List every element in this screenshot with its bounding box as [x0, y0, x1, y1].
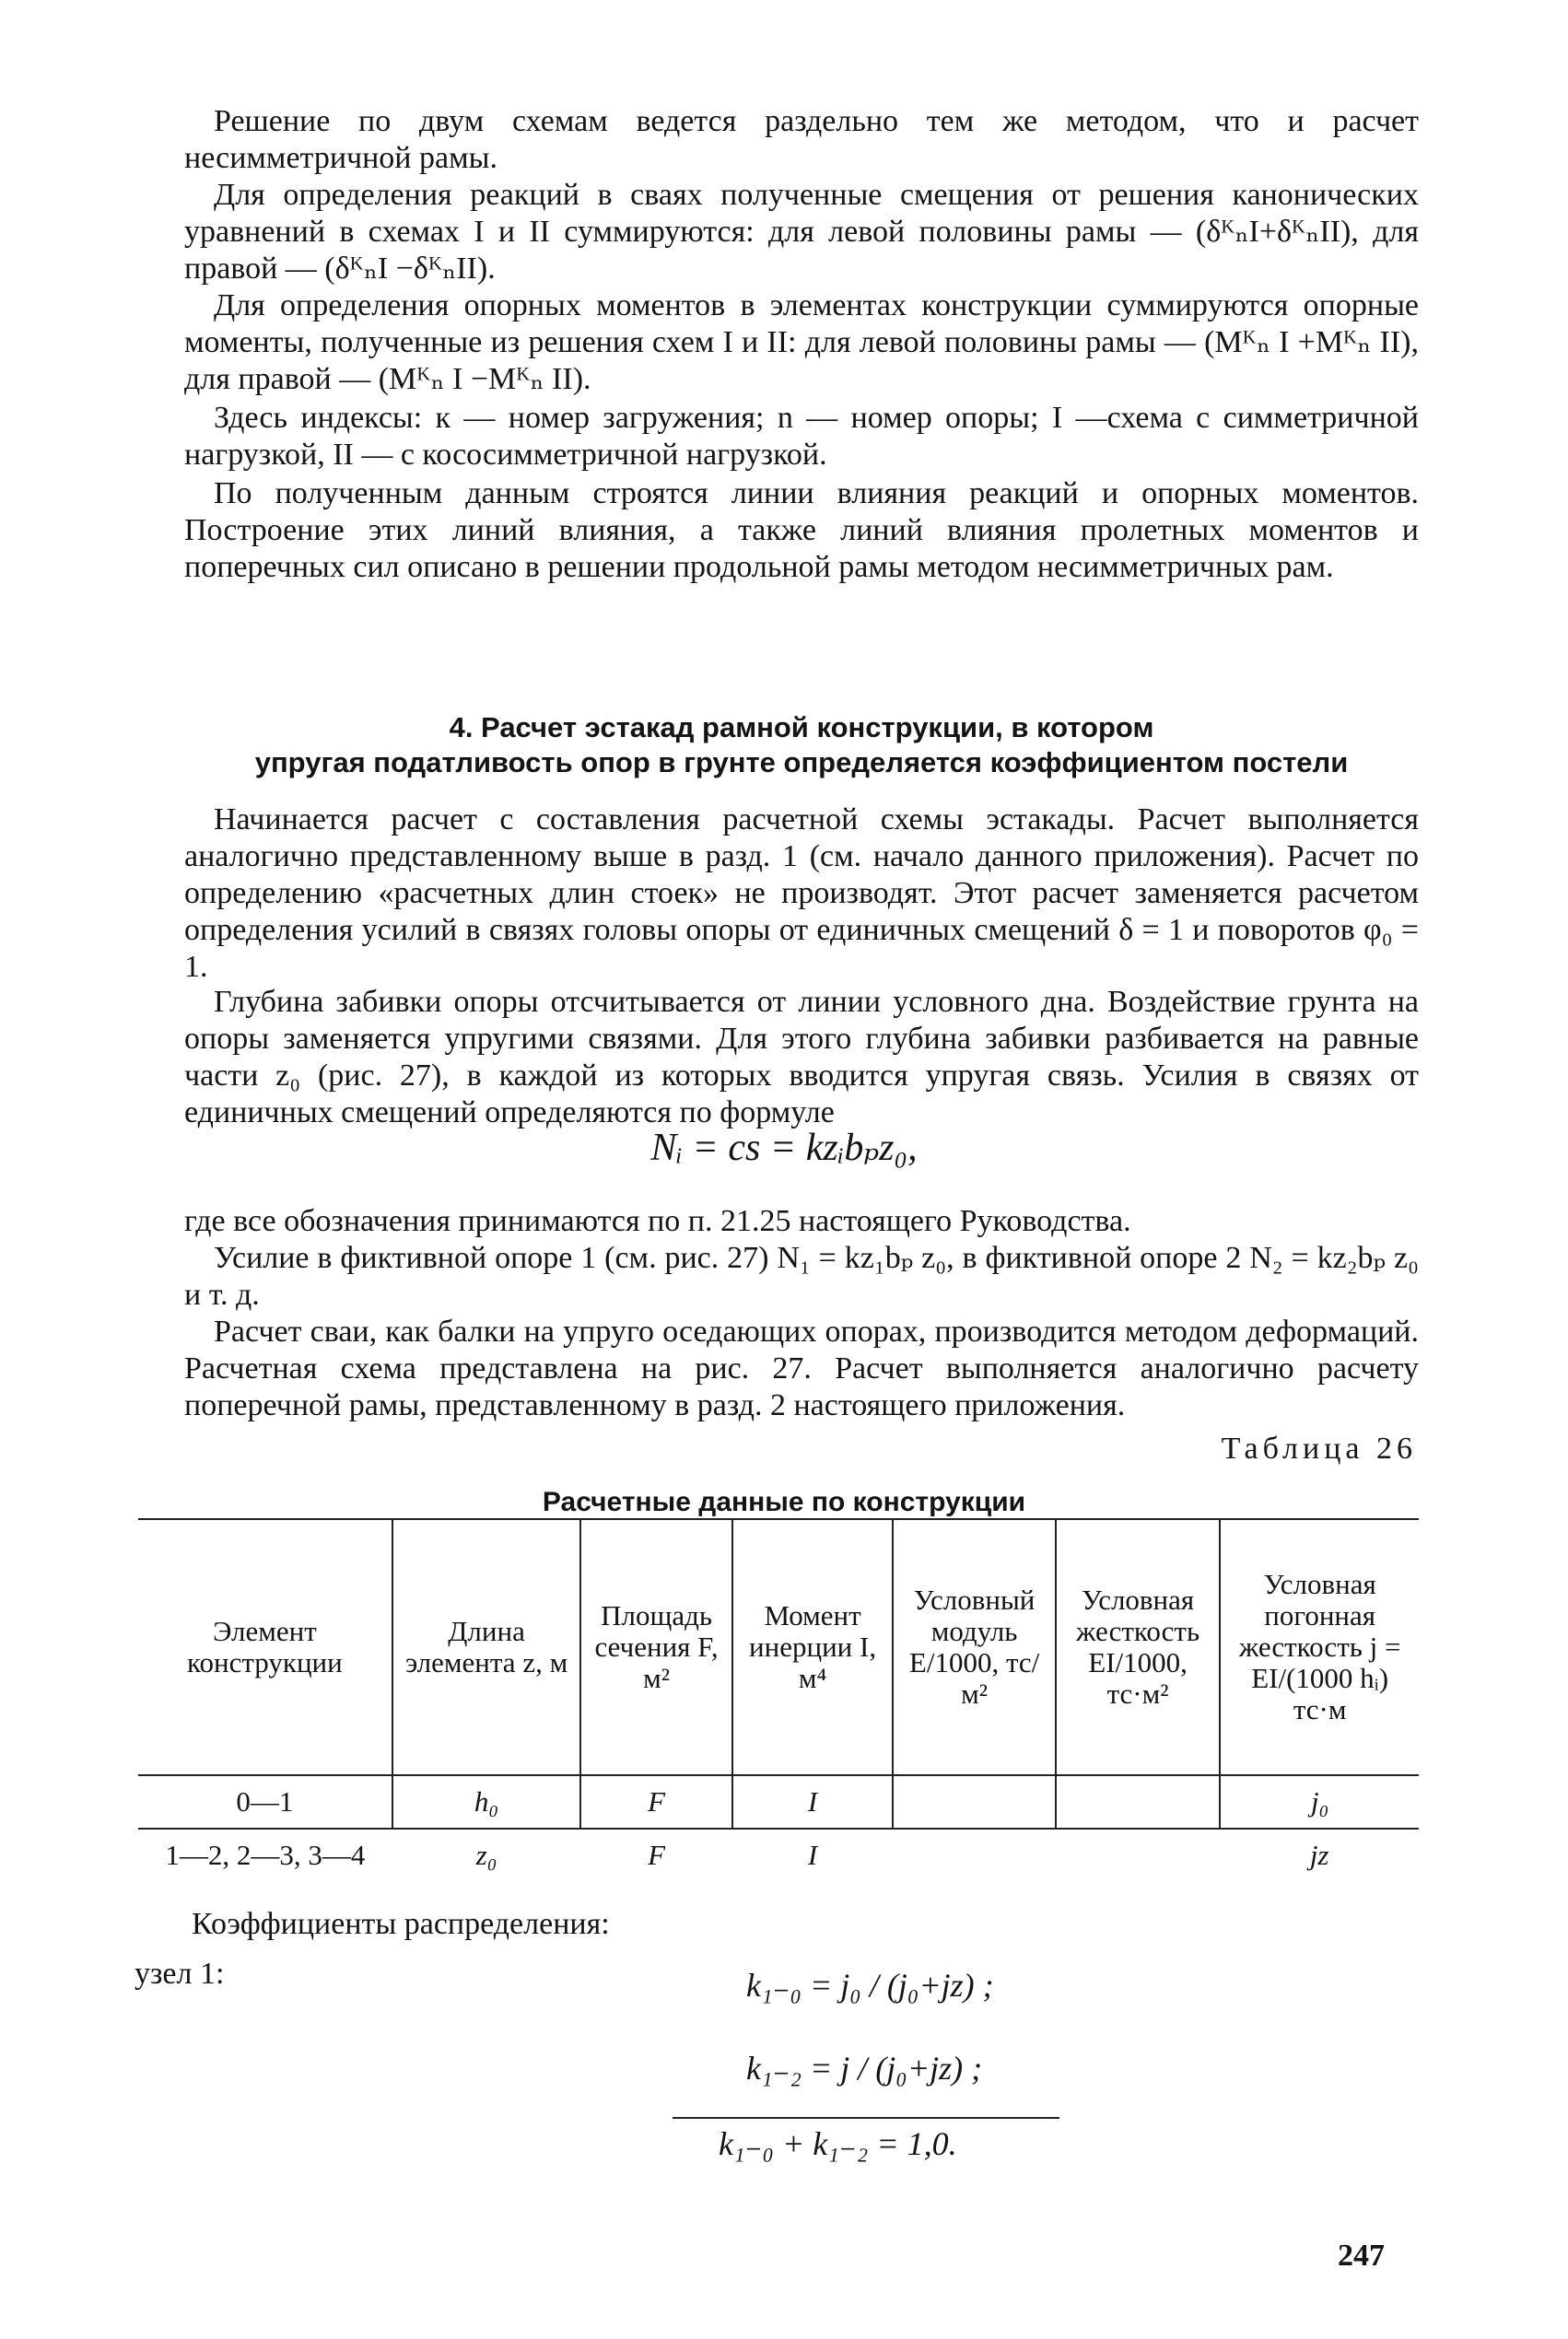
- header-inertia: Момент инерции I, м⁴: [732, 1519, 894, 1775]
- paragraph-4: Здесь индексы: к — номер загружения; n — номер опоры; I —схема с симметричной нагрузкой, II — с кососимметричной нагрузкой.: [184, 401, 1419, 472]
- table-cell: [893, 1775, 1056, 1829]
- table-cell: h₀: [392, 1775, 581, 1829]
- paragraph-3: Для определения опорных моментов в элементах конструкции суммируются опорные моменты, полученные из решения схем I и II: для левой половины рамы — (Mᴷₙ I +Mᴷₙ II), для правой — (Mᴷₙ I −Mᴷₙ II).: [184, 288, 1419, 396]
- page-number: 247: [1338, 2239, 1385, 2273]
- paragraph-7: Глубина забивки опоры отсчитывается от линии условного дна. Воздействие грунта на опоры заменяется упругими связями. Для этого глубина забивки разбивается на равные части z₀ (рис. 27), в каждой из которых вводится упругая связь. Усилия в связях от единичных смещений определяются по формуле: [184, 985, 1419, 1129]
- table-title: Расчетные данные по конструкции: [542, 1487, 1026, 1517]
- table-label: Таблица 26: [1221, 1432, 1417, 1466]
- table-header-row: [138, 1519, 1419, 1775]
- table-cell: I: [807, 1839, 818, 1871]
- header-stiffness: Условная жесткость EI/1000, тс·м²: [1056, 1519, 1221, 1775]
- section-heading-line-1: 4. Расчет эстакад рамной конструкции, в котором: [449, 711, 1154, 743]
- table-row: [138, 1775, 1419, 1829]
- paragraph-9: Усилие в фиктивной опоре 1 (см. рис. 27) N₁ = kz₁bₚ z₀, в фиктивной опоре 2 N₂ = kz₂bₚ z₀ и т. д.: [184, 1241, 1419, 1312]
- table-cell: jz: [1309, 1839, 1329, 1871]
- table-cell: [1056, 1775, 1221, 1829]
- section-heading-line-2: упругая податливость опор в грунте определяется коэффициентом постели: [254, 746, 1349, 778]
- header-element: Элемент конструкции: [138, 1519, 392, 1775]
- paragraph-6: Начинается расчет с составления расчетной схемы эстакады. Расчет выполняется аналогично представленному выше в разд. 1 (см. начало данного приложения). Расчет по определению «расчетных длин стоек» не производят. Этот расчет заменяется расчетом определения усилий в связях головы опоры от единичных смещений δ = 1 и поворотов φ₀ = 1.: [184, 802, 1419, 984]
- table-cell: 1—2, 2—3, 3—4: [165, 1839, 366, 1871]
- table-cell: z₀: [475, 1839, 497, 1871]
- paragraph-2: Для определения реакций в сваях полученные смещения от решения канонических уравнений в схемах I и II суммируются: для левой половины рамы — (δᴷₙI+δᴷₙII), для правой — (δᴷₙI −δᴷₙII).: [184, 178, 1419, 286]
- table-cell: [1056, 1829, 1221, 1881]
- table-cell: F: [580, 1775, 731, 1829]
- header-modulus: Условный модуль E/1000, тс/м²: [893, 1519, 1056, 1775]
- paragraph-1: Решение по двум схемам ведется раздельно тем же методом, что и расчет несимметричной рамы.: [184, 104, 1419, 175]
- formula-k12: k₁₋₂ = j / (j₀+jz) ;: [746, 2050, 983, 2087]
- paragraph-8: где все обозначения принимаются по п. 21.25 настоящего Руководства.: [184, 1204, 1131, 1238]
- table-cell: [893, 1829, 1056, 1881]
- formula-ni: Nᵢ = cs = kzᵢbₚz₀,: [650, 1127, 918, 1169]
- header-length: Длина элемента z, м: [392, 1519, 581, 1775]
- paragraph-10: Расчет сваи, как балки на упруго оседающих опорах, производится методом деформаций. Расчетная схема представлена на рис. 27. Расчет выполняется аналогично расчету поперечной рамы, представленному в разд. 2 настоящего приложения.: [184, 1315, 1419, 1422]
- table-cell: 0—1: [138, 1775, 392, 1829]
- table-cell: j₀: [1220, 1775, 1419, 1829]
- sum-divider: [673, 2117, 1059, 2119]
- header-area: Площадь сечения F, м²: [580, 1519, 731, 1775]
- formula-sum: k₁₋₀ + k₁₋₂ = 1,0.: [719, 2125, 957, 2162]
- data-table: [138, 1518, 1419, 1881]
- paragraph-5: По полученным данным строятся линии влияния реакций и опорных моментов. Построение этих линий влияния, а также линий влияния пролетных моментов и поперечных сил описано в решении продольной рамы методом несимметричных рам.: [184, 476, 1419, 584]
- table-row: [138, 1829, 1419, 1881]
- table-cell: F: [648, 1839, 666, 1871]
- node-label: узел 1:: [135, 1957, 225, 1991]
- table-cell: I: [732, 1775, 894, 1829]
- header-linear-stiffness: Условная погонная жесткость j = EI/(1000 hᵢ) тс·м: [1220, 1519, 1419, 1775]
- coefficients-title: Коэффициенты распределения:: [192, 1907, 610, 1941]
- formula-k10: k₁₋₀ = j₀ / (j₀+jz) ;: [746, 1967, 994, 2004]
